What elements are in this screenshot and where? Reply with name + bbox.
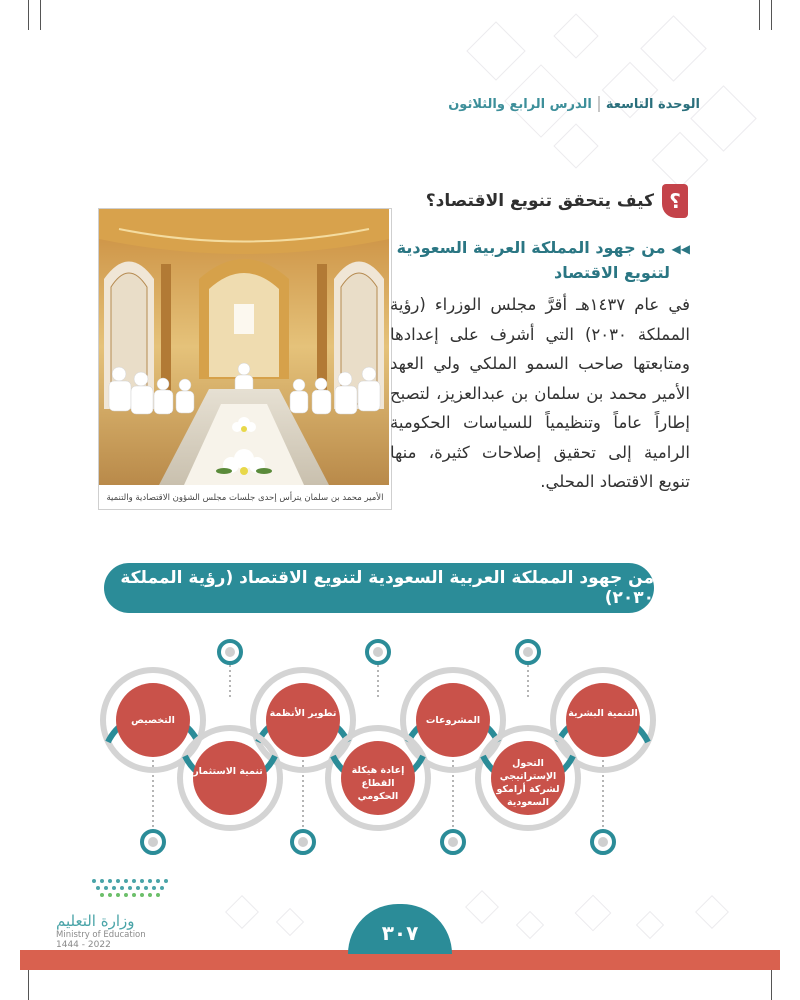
crop-mark <box>771 0 772 30</box>
effort-label: تنمية الاستثمار <box>193 766 263 777</box>
heading-line-1: من جهود المملكة العربية السعودية <box>396 238 666 257</box>
effort-label: إعادة هيكلة القطاع الحكومي <box>351 765 405 802</box>
banner-title: من جهود المملكة العربية السعودية لتنويع الاقتصاد (رؤية المملكة ٢٠٣٠) <box>120 568 654 608</box>
ministry-logo-icon <box>90 875 170 899</box>
lesson-label: الدرس الرابع والثلاثون <box>448 96 592 112</box>
effort-label: المشروعات <box>425 715 481 726</box>
double-chevron-icon: ◀◀ <box>671 242 690 256</box>
effort-label: التحول الإستراتيجي لشركة أرامكو السعودية <box>496 758 560 808</box>
question-mark-icon: ؟ <box>662 184 688 218</box>
effort-label: التخصيص <box>131 715 175 726</box>
crop-mark <box>771 970 772 1000</box>
unit-label: الوحدة التاسعة <box>605 96 700 112</box>
crop-mark <box>28 0 29 30</box>
pin-bottom-2 <box>292 760 314 853</box>
pin-top-3 <box>517 641 539 700</box>
crop-mark <box>759 0 760 30</box>
efforts-diagram <box>90 630 710 870</box>
crop-mark <box>40 0 41 30</box>
question-title: كيف يتحقق تنويع الاقتصاد؟ <box>425 191 654 211</box>
effort-label: التنمية البشرية <box>568 708 638 719</box>
section-body <box>390 290 690 497</box>
pin-bottom-1 <box>142 760 164 853</box>
body-paragraph: في عام ١٤٣٧هـ أقرَّ مجلس الوزراء (رؤية المملكة ٢٠٣٠) التي أشرف على إعدادها ومتابعتها صاحب السمو الملكي ولي العهد الأمير محمد بن سلمان بن عبدالعزيز، لتصبح إطاراً عاماً وتنظيمياً للسياسات الحكومية الرامية إلى تحقيق إصلاحات كثيرة، منها تنويع الاقتصاد المحلي. <box>390 295 690 491</box>
section-heading <box>390 236 690 285</box>
pin-bottom-4 <box>592 760 614 853</box>
meeting-photo <box>98 208 392 510</box>
effort-label: تطوير الأنظمة <box>269 708 337 719</box>
heading-line-2: لتنويع الاقتصاد <box>554 263 670 282</box>
meeting-hall-illustration <box>99 209 389 485</box>
pin-top-2 <box>367 641 389 700</box>
pin-top-1 <box>219 641 241 700</box>
ministry-name-en: Ministry of Education <box>56 930 146 940</box>
efforts-banner <box>104 563 654 613</box>
photo-caption: الأمير محمد بن سلمان يترأس إحدى جلسات مجلس الشؤون الاقتصادية والتنمية <box>99 487 391 509</box>
section-question <box>358 184 688 218</box>
upper-ring-2 <box>253 670 353 770</box>
page-header <box>400 90 700 118</box>
edition-year: 2022 - 1444 <box>56 940 111 950</box>
upper-ring-4 <box>553 670 653 770</box>
pin-bottom-3 <box>442 760 464 853</box>
header-divider <box>598 96 600 112</box>
crop-mark <box>28 970 29 1000</box>
lower-ring-1 <box>180 728 280 828</box>
page-number: ٣٠٧ <box>348 904 452 954</box>
ministry-name-ar: وزارة التعليم <box>56 912 135 930</box>
